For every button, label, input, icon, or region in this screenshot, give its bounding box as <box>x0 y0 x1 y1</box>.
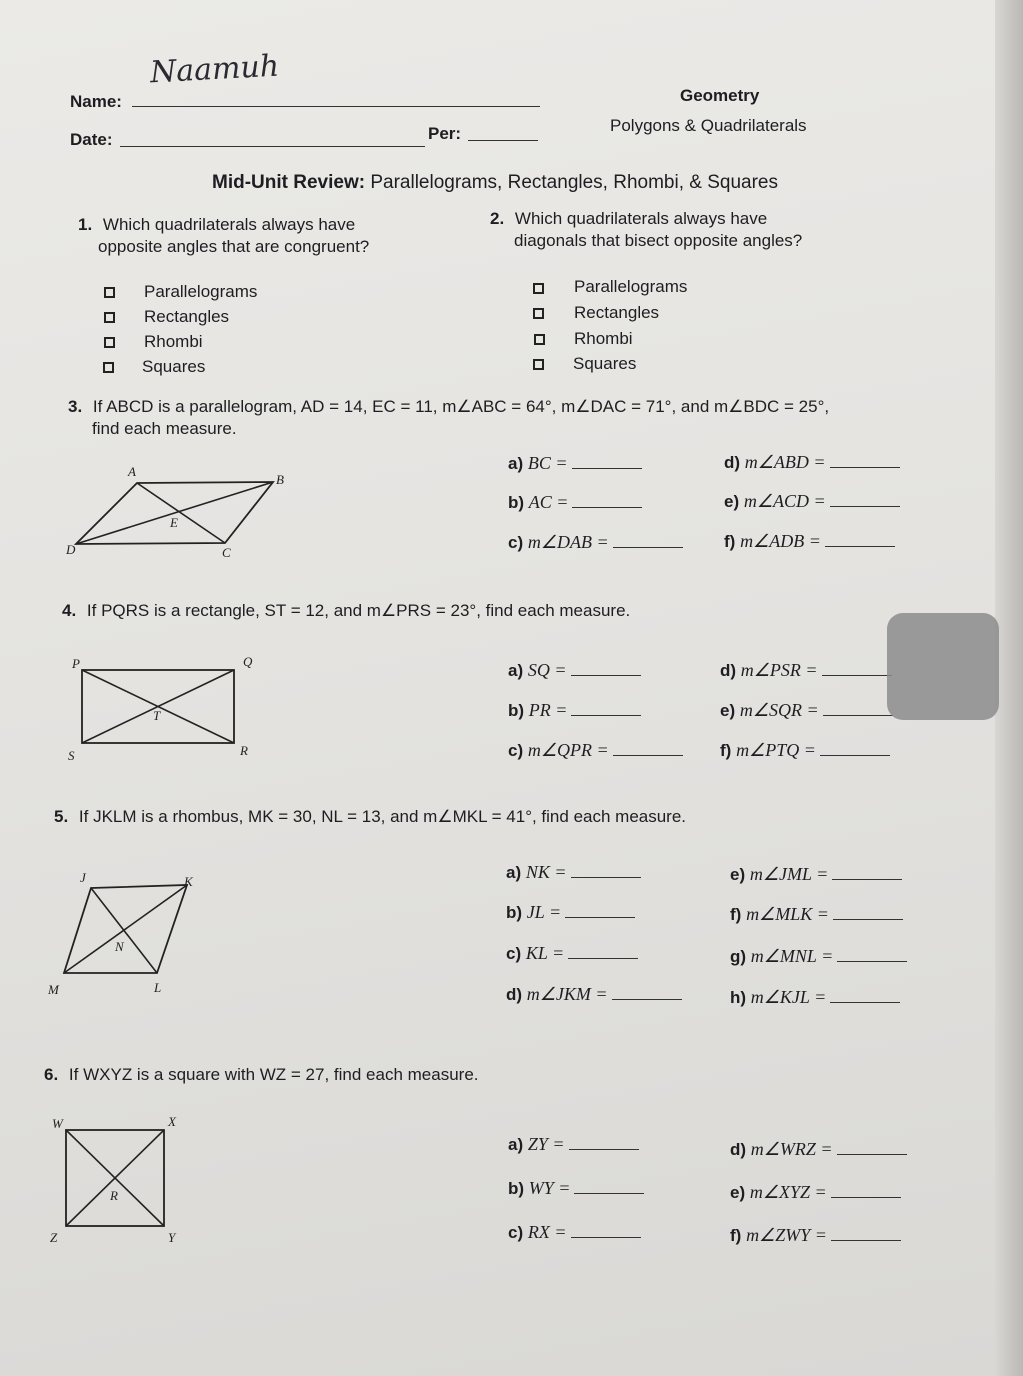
q1-line2: opposite angles that are congruent? <box>98 237 370 256</box>
label-p: P <box>72 656 80 671</box>
q4-item-b: b) PR = <box>508 700 641 721</box>
label-t: T <box>153 708 161 723</box>
label-e: E <box>170 515 178 530</box>
page-edge <box>995 0 1023 1376</box>
course-label: Geometry <box>680 86 760 105</box>
label-m: M <box>48 982 59 997</box>
label-y: Y <box>168 1230 176 1245</box>
q1-option-label: Rhombi <box>144 332 203 351</box>
answer-blank[interactable] <box>571 701 641 716</box>
answer-blank[interactable] <box>837 1140 907 1155</box>
name-field[interactable] <box>132 106 540 107</box>
answer-blank[interactable] <box>837 947 907 962</box>
answer-blank[interactable] <box>820 741 890 756</box>
answer-blank[interactable] <box>612 985 682 1000</box>
answer-blank[interactable] <box>833 905 903 920</box>
q4-prompt <box>62 600 630 622</box>
q4-item-f: f) m∠PTQ = <box>720 740 890 761</box>
q3-item-a: a) BC = <box>508 453 642 474</box>
q1-checkbox-rhombi[interactable] <box>104 337 115 348</box>
name-label: Name: <box>70 92 122 111</box>
q4-item-e: e) m∠SQR = <box>720 700 893 721</box>
unit-label: Polygons & Quadrilaterals <box>610 116 807 135</box>
answer-blank[interactable] <box>572 454 642 469</box>
q3-item-d: d) m∠ABD = <box>724 452 900 473</box>
answer-blank[interactable] <box>832 865 902 880</box>
date-field[interactable] <box>120 146 425 147</box>
label-q: Q <box>243 654 253 669</box>
q6-line1: If WXYZ is a square with WZ = 27, find each measure. <box>68 1065 479 1084</box>
q2-option-label: Squares <box>573 354 637 373</box>
date-label: Date: <box>70 130 113 149</box>
q6-item-a: a) ZY = <box>508 1134 639 1155</box>
label-n: N <box>115 939 124 954</box>
label-c: C <box>222 545 231 560</box>
label-r: R <box>110 1188 118 1203</box>
q4-number: 4. <box>62 601 77 620</box>
label-d: D <box>66 542 76 557</box>
q6-prompt <box>44 1064 479 1086</box>
page-title <box>212 172 778 194</box>
period-field[interactable] <box>468 140 538 141</box>
q5-item-f: f) m∠MLK = <box>730 904 903 925</box>
q1-checkbox-squares[interactable] <box>103 362 114 373</box>
label-z: Z <box>50 1230 58 1245</box>
q2-checkbox-parallelograms[interactable] <box>533 283 544 294</box>
answer-blank[interactable] <box>571 1223 641 1238</box>
q6-item-c: c) RX = <box>508 1222 641 1243</box>
answer-blank[interactable] <box>571 661 641 676</box>
q4-item-d: d) m∠PSR = <box>720 660 892 681</box>
answer-blank[interactable] <box>831 1226 901 1241</box>
q4-item-c: c) m∠QPR = <box>508 740 683 761</box>
q4-item-a: a) SQ = <box>508 660 641 681</box>
q1-checkbox-rectangles[interactable] <box>104 312 115 323</box>
answer-blank[interactable] <box>822 661 892 676</box>
q2-option-label: Rhombi <box>574 329 633 348</box>
q5-item-a: a) NK = <box>506 862 641 883</box>
label-a: A <box>128 464 136 479</box>
q6-item-b: b) WY = <box>508 1178 644 1199</box>
q1-line1: Which quadrilaterals always have <box>102 215 356 234</box>
answer-blank[interactable] <box>825 532 895 547</box>
per-label: Per: <box>428 124 462 143</box>
q5-prompt <box>54 806 686 828</box>
answer-blank[interactable] <box>613 741 683 756</box>
q6-number: 6. <box>44 1065 59 1084</box>
answer-blank[interactable] <box>830 492 900 507</box>
label-s: S <box>68 748 75 762</box>
q1-checkbox-parallelograms[interactable] <box>104 287 115 298</box>
q4-rectangle-figure <box>60 652 260 762</box>
answer-blank[interactable] <box>613 533 683 548</box>
label-b: B <box>276 472 284 487</box>
answer-blank[interactable] <box>823 701 893 716</box>
q2-option-label: Rectangles <box>574 303 660 322</box>
title-bold: Mid-Unit Review: <box>212 172 366 193</box>
q1-option-label: Squares <box>142 357 206 376</box>
q3-parallelogram-figure <box>60 460 300 570</box>
q1-prompt <box>78 214 369 258</box>
q2-line2: diagonals that bisect opposite angles? <box>514 231 803 250</box>
label-r: R <box>240 743 248 758</box>
title-rest: Parallelograms, Rectangles, Rhombi, & Squares <box>365 172 778 193</box>
q2-number: 2. <box>490 209 505 228</box>
q5-number: 5. <box>54 807 69 826</box>
q5-item-b: b) JL = <box>506 902 635 923</box>
q3-item-e: e) m∠ACD = <box>724 491 900 512</box>
q1-option-label: Rectangles <box>144 307 230 326</box>
q2-line1: Which quadrilaterals always have <box>514 209 768 228</box>
label-k: K <box>184 874 193 889</box>
q5-line1: If JKLM is a rhombus, MK = 30, NL = 13, and m∠MKL = 41°, find each measure. <box>78 807 687 826</box>
q6-item-f: f) m∠ZWY = <box>730 1225 901 1246</box>
answer-blank[interactable] <box>565 903 635 918</box>
q3-line1: If ABCD is a parallelogram, AD = 14, EC = 11, m∠ABC = 64°, m∠DAC = 71°, and m∠BDC = 25°, <box>92 397 830 416</box>
answer-blank[interactable] <box>572 493 642 508</box>
answer-blank[interactable] <box>830 453 900 468</box>
q2-prompt <box>490 208 802 252</box>
q6-item-d: d) m∠WRZ = <box>730 1139 907 1160</box>
answer-blank[interactable] <box>574 1179 644 1194</box>
answer-blank[interactable] <box>571 863 641 878</box>
answer-blank[interactable] <box>831 1183 901 1198</box>
q5-item-g: g) m∠MNL = <box>730 946 907 967</box>
answer-blank[interactable] <box>569 1135 639 1150</box>
handwritten-name: Naamuh <box>149 48 280 91</box>
answer-blank[interactable] <box>830 988 900 1003</box>
q4-line1: If PQRS is a rectangle, ST = 12, and m∠PRS = 23°, find each measure. <box>86 601 631 620</box>
q6-square-figure <box>44 1110 204 1250</box>
q3-prompt <box>68 396 829 440</box>
q3-item-b: b) AC = <box>508 492 642 513</box>
q5-item-e: e) m∠JML = <box>730 864 902 885</box>
label-j: J <box>80 870 86 885</box>
q2-checkbox-squares[interactable] <box>533 359 544 370</box>
q6-item-e: e) m∠XYZ = <box>730 1182 901 1203</box>
q2-checkbox-rhombi[interactable] <box>534 334 545 345</box>
answer-blank[interactable] <box>568 944 638 959</box>
q2-checkbox-rectangles[interactable] <box>533 308 544 319</box>
q3-number: 3. <box>68 397 83 416</box>
label-x: X <box>168 1114 176 1129</box>
q3-item-c: c) m∠DAB = <box>508 532 683 553</box>
label-l: L <box>154 980 162 995</box>
q3-item-f: f) m∠ADB = <box>724 531 895 552</box>
q5-item-h: h) m∠KJL = <box>730 987 900 1008</box>
q5-item-c: c) KL = <box>506 943 638 964</box>
q5-rhombus-figure <box>44 868 224 1008</box>
q1-number: 1. <box>78 215 93 234</box>
assistive-touch-button[interactable] <box>887 613 999 720</box>
q5-item-d: d) m∠JKM = <box>506 984 682 1005</box>
q1-option-label: Parallelograms <box>144 282 258 301</box>
label-w: W <box>52 1116 63 1131</box>
q3-line2: find each measure. <box>92 419 237 438</box>
q2-option-label: Parallelograms <box>574 277 688 296</box>
